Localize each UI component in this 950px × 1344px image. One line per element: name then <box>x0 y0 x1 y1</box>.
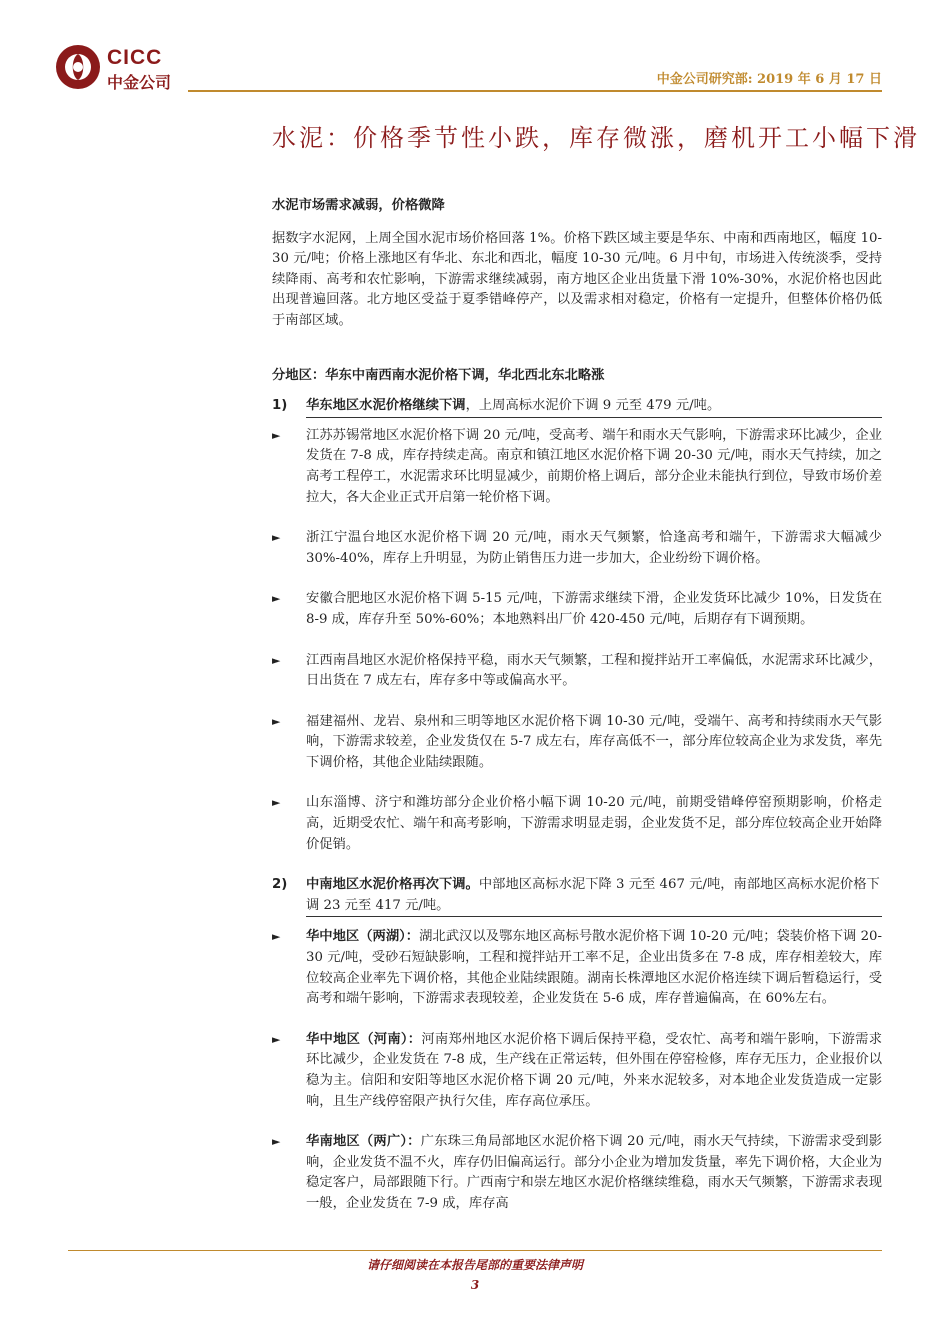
subsection-title: 中南地区水泥价格再次下调。 <box>306 877 479 893</box>
section1-paragraph: 据数字水泥网，上周全国水泥市场价格回落 1%。价格下跌区域主要是华东、中南和西南地区，幅度 10-30 元/吨；价格上涨地区有华北、东北和西北，幅度 10-30 元/吨。6 月中旬，市场进入传统淡季，受持续降雨、高考和农忙影响，下游需求继续减弱，南方地区企业出货量下滑 10%-30%，水泥价格也因此出现普遍回落。北方地区受益于夏季错峰停产，以及需求相对稳定，价格有一定提升，但整体价格仍低于南部区域。 <box>272 230 882 328</box>
legal-notice: 请仔细阅读在本报告尾部的重要法律声明 <box>366 1258 583 1272</box>
bullet-icon: ► <box>272 796 281 810</box>
page-number: 3 <box>470 1278 480 1292</box>
bullet-text: 福建福州、龙岩、泉州和三明等地区水泥价格下调 10-30 元/吨，受端午、高考和持续雨水天气影响，下游需求较差，企业发货仅在 5-7 成左右，库存高低不一，部分库位较高企业为求发货，率先下调价格，其他企业陆续跟随。 <box>306 713 882 770</box>
list-item <box>272 528 882 569</box>
bullet-text: 江苏苏锡常地区水泥价格下调 20 元/吨，受高考、端午和雨水天气影响，下游需求环比减少，企业发货在 7-8 成，库存持续走高。南京和镇江地区水泥价格下调 20-30 元/吨，雨水天气持续，加之高考工程停工，水泥需求环比明显减少，前期价格上调后，部分企业未能执行到位，导致市场价差拉大，各大企业正式开启第一轮价格下调。 <box>306 427 882 505</box>
list-item <box>272 1132 882 1214</box>
cicc-logo-icon <box>55 44 101 90</box>
logo-text-cn: 中金公司 <box>107 73 172 92</box>
bullet-text: 江西南昌地区水泥价格保持平稳，雨水天气频繁，工程和搅拌站开工率偏低，水泥需求环比减少，日出货在 7 成左右，库存多中等或偏高水平。 <box>306 652 882 689</box>
subsection-central-south <box>272 875 882 917</box>
bullet-text: 山东淄博、济宁和潍坊部分企业价格小幅下调 10-20 元/吨，前期受错峰停窑预期影响，价格走高，近期受农忙、端午和高考影响，下游需求明显走弱，企业发货不足，部分库位较高企业开始降价促销。 <box>306 795 882 852</box>
bullet-icon: ► <box>272 1032 281 1046</box>
list-item <box>272 651 882 692</box>
subsection-number: 2) <box>272 877 288 893</box>
subsection-title: 华东地区水泥价格继续下调 <box>306 398 466 414</box>
bullet-icon: ► <box>272 1135 281 1149</box>
subsection-summary: ，上周高标水泥价下调 9 元至 479 元/吨。 <box>465 398 721 414</box>
report-date: 中金公司研究部: 2019 年 6 月 17 日 <box>656 72 882 87</box>
bullet-text: 浙江宁温台地区水泥价格下调 20 元/吨，雨水天气频繁，恰逢高考和端午，下游需求大幅减少 30%-40%，库存上升明显，为防止销售压力进一步加大，企业纷纷下调价格。 <box>306 530 882 566</box>
header-divider <box>188 90 882 92</box>
logo-text-en: CICC <box>107 46 163 69</box>
subsection-number: 1) <box>272 398 288 414</box>
section2-heading: 分地区：华东中南西南水泥价格下调，华北西北东北略涨 <box>272 367 605 383</box>
bullet-text: 河南郑州地区水泥价格下调后保持平稳，受农忙、高考和端午影响，下游需求环比减少，企业发货在 7-8 成，生产线在正常运转，但外围在停窑检修，库存无压力，企业报价以稳为主。信阳和安阳等地区水泥价格下调 20 元/吨，外来水泥较多，对本地企业发货造成一定影响，且生产线停窑限产执行欠佳，库存高位承压。 <box>306 1031 882 1109</box>
region-label: 华南地区（两广）： <box>306 1134 421 1150</box>
bullet-icon: ► <box>272 592 281 606</box>
section1-heading: 水泥市场需求减弱，价格微降 <box>272 198 445 213</box>
list-item <box>272 589 882 630</box>
report-body <box>272 196 882 1215</box>
subsection-summary: 中部地区高标水泥下降 3 元至 467 元/吨，南部地区高标水泥价格下调 23 元至 417 元/吨。 <box>306 877 880 913</box>
bullet-text: 安徽合肥地区水泥价格下调 5-15 元/吨，下游需求继续下滑，企业发货环比减少 10%，日发货在 8-9 成，库存升至 50%-60%；本地熟料出厂价 420-450 元/吨，后期存有下调预期。 <box>306 591 882 627</box>
cicc-logo <box>55 44 185 94</box>
bullet-icon: ► <box>272 930 281 944</box>
bullet-icon: ► <box>272 531 281 545</box>
subsection-east-china <box>272 396 882 418</box>
list-item <box>272 793 882 855</box>
page-title: 水泥：价格季节性小跌，库存微涨，磨机开工小幅下滑 <box>272 124 920 152</box>
bullet-icon: ► <box>272 714 281 728</box>
footer-divider <box>68 1250 882 1251</box>
region-label: 华中地区（两湖）： <box>306 929 420 945</box>
list-item <box>272 1030 882 1112</box>
list-item <box>272 927 882 1009</box>
bullet-text: 湖北武汉以及鄂东地区高标号散水泥价格下调 10-20 元/吨；袋装价格下调 20-30 元/吨，受砂石短缺影响，工程和搅拌站开工率不足，企业出货多在 7-8 成，库存相差较大，库位较高企业率先下调价格，其他企业陆续跟随。湖南长株潭地区水泥价格连续下调后暂稳运行，受高考和端午影响，下游需求表现较差，企业发货在 5-6 成，库存普遍偏高，在 60%左右。 <box>306 929 882 1007</box>
list-item <box>272 712 882 774</box>
list-item <box>272 426 882 508</box>
bullet-icon: ► <box>272 653 281 667</box>
bullet-icon: ► <box>272 428 281 442</box>
bullet-text: 广东珠三角局部地区水泥价格下调 20 元/吨，雨水天气持续，下游需求受到影响，企业发货不温不火，库存仍旧偏高运行。部分小企业为增加发货量，率先下调价格，大企业为稳定客户，局部跟随下行。广西南宁和崇左地区水泥价格继续维稳，雨水天气频繁，下游需求表现一般，企业发货在 7-9 成，库存高 <box>306 1134 882 1211</box>
region-label: 华中地区（河南）： <box>306 1031 422 1047</box>
